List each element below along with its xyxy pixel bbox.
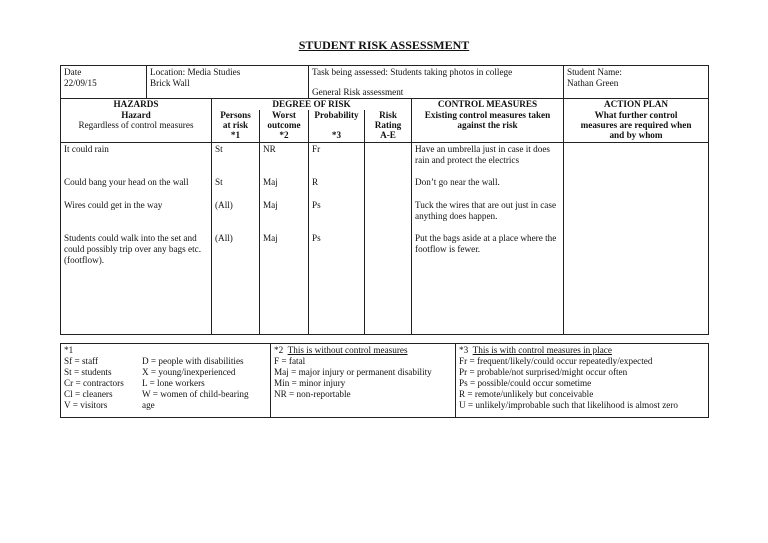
prob-1: Probability — [314, 110, 359, 120]
worst-entry: Maj — [263, 233, 278, 243]
existing-col-header — [412, 110, 564, 143]
persons-entry: St — [215, 144, 223, 154]
legend1-key: St = students — [64, 367, 112, 377]
persons-col — [212, 143, 260, 335]
rating-1: Risk — [379, 110, 397, 120]
worst-2: outcome — [267, 120, 301, 130]
legend3-item: U = unlikely/improbable such that likelihood is almost zero — [459, 400, 679, 410]
persons-2: at risk — [222, 120, 249, 130]
hazard-entry: Could bang your head on the wall — [64, 177, 189, 187]
column-header-row — [61, 110, 709, 143]
legend3-title: This is with control measures in place — [472, 345, 612, 355]
student-cell — [564, 66, 709, 99]
hazards-heading: HAZARDS — [61, 99, 212, 111]
date-label: Date — [64, 67, 82, 77]
control-entry: Put the bags aside at a place where the footflow is fewer. — [415, 233, 557, 254]
legend-outcome — [271, 344, 456, 418]
location-cell — [147, 66, 309, 99]
hazard-title: Hazard — [121, 110, 151, 120]
persons-entry: (All) — [215, 233, 233, 243]
worst-entry: Maj — [263, 177, 278, 187]
further-1: What further control — [594, 110, 678, 120]
probability-entry: Ps — [312, 200, 321, 210]
legend1-value: D = people with disabilities — [142, 356, 244, 366]
probability-col-header — [309, 110, 365, 143]
persons-3: *1 — [230, 130, 241, 140]
hazard-col-header — [61, 110, 212, 143]
rating-2: Rating — [374, 120, 402, 130]
probability-entry: Ps — [312, 233, 321, 243]
existing-2: against the risk — [457, 120, 518, 130]
legend1-key: Cr = contractors — [64, 378, 124, 388]
control-entry: Have an umbrella just in case it does rain and protect the electrics — [415, 144, 550, 165]
degree-heading: DEGREE OF RISK — [212, 99, 412, 111]
control-entry: Tuck the wires that are out just in case anything does happen. — [415, 200, 557, 221]
legend2-item: Min = minor injury — [274, 378, 346, 388]
existing-1: Existing control measures taken — [424, 110, 551, 120]
legend3-marker: *3 — [459, 345, 469, 355]
legend3-item: Fr = frequent/likely/could occur repeatedly/expected — [459, 356, 653, 366]
legend3-item: R = remote/unlikely but conceivable — [459, 389, 594, 399]
control-entry: Don’t go near the wall. — [415, 177, 500, 187]
task-sub: General Risk assessment — [312, 87, 404, 97]
legend1-value: age — [142, 400, 155, 410]
legend3-item: Ps = possible/could occur sometime — [459, 378, 592, 388]
worst-col-header — [260, 110, 309, 143]
legend1-key: Cl = cleaners — [64, 389, 113, 399]
rating-col — [365, 143, 412, 335]
legend-persons — [61, 344, 271, 418]
persons-col-header — [212, 110, 260, 143]
location-value: Brick Wall — [150, 78, 190, 88]
legend2-marker: *2 — [274, 345, 284, 355]
legend1-key: Sf = staff — [64, 356, 99, 366]
legend2-item: F = fatal — [274, 356, 306, 366]
rating-col-header — [365, 110, 412, 143]
hazard-entry: Wires could get in the way — [64, 200, 163, 210]
legend1-value: L = lone workers — [142, 378, 205, 388]
control-heading: CONTROL MEASURES — [412, 99, 564, 111]
persons-entry: (All) — [215, 200, 233, 210]
probability-entry: R — [312, 177, 319, 187]
hazard-col — [61, 143, 212, 335]
legend3-item: Pr = probable/not surprised/might occur often — [459, 367, 628, 377]
persons-entry: St — [215, 177, 223, 187]
hazard-entry: Students could walk into the set and could possibly trip over any bags etc. (footflow). — [64, 233, 202, 265]
task-cell — [309, 66, 564, 99]
task-label: Task being assessed: Students taking photos in college — [312, 67, 513, 77]
student-value: Nathan Green — [567, 78, 619, 88]
location-label: Location: Media Studies — [150, 67, 241, 77]
rating-3: A-E — [380, 130, 396, 140]
further-3: and by whom — [609, 130, 663, 140]
legend1-title: *1 — [64, 345, 74, 355]
legend1-value: X = young/inexperienced — [142, 367, 236, 377]
legend-row — [61, 344, 709, 418]
action-heading: ACTION PLAN — [564, 99, 709, 111]
action-col — [564, 143, 709, 335]
student-label: Student Name: — [567, 67, 622, 77]
legend2-title: This is without control measures — [287, 345, 408, 355]
date-value: 22/09/15 — [64, 78, 97, 88]
date-cell — [61, 66, 147, 99]
legend2-item: NR = non-reportable — [274, 389, 351, 399]
prob-3: *3 — [331, 130, 342, 140]
hazard-body-row — [61, 143, 709, 335]
hazard-entry: It could rain — [64, 144, 109, 154]
legend1-value: W = women of child-bearing — [142, 389, 249, 399]
probability-col — [309, 143, 365, 335]
persons-1: Persons — [220, 110, 251, 120]
section-header-row — [61, 99, 709, 111]
info-row — [61, 66, 709, 99]
worst-col — [260, 143, 309, 335]
legend2-item: Maj = major injury or permanent disability — [274, 367, 432, 377]
worst-3: *2 — [279, 130, 289, 140]
legend-table — [60, 343, 709, 418]
page-title: STUDENT RISK ASSESSMENT — [298, 38, 470, 52]
worst-1: Worst — [272, 110, 296, 120]
further-2: measures are required when — [580, 120, 692, 130]
further-col-header — [564, 110, 709, 143]
hazard-sub: Regardless of control measures — [78, 120, 194, 130]
control-col — [412, 143, 564, 335]
risk-assessment-table — [60, 65, 709, 335]
legend-probability — [456, 344, 709, 418]
legend1-key: V = visitors — [64, 400, 108, 410]
probability-entry: Fr — [312, 144, 321, 154]
worst-entry: Maj — [263, 200, 278, 210]
worst-entry: NR — [263, 144, 276, 154]
